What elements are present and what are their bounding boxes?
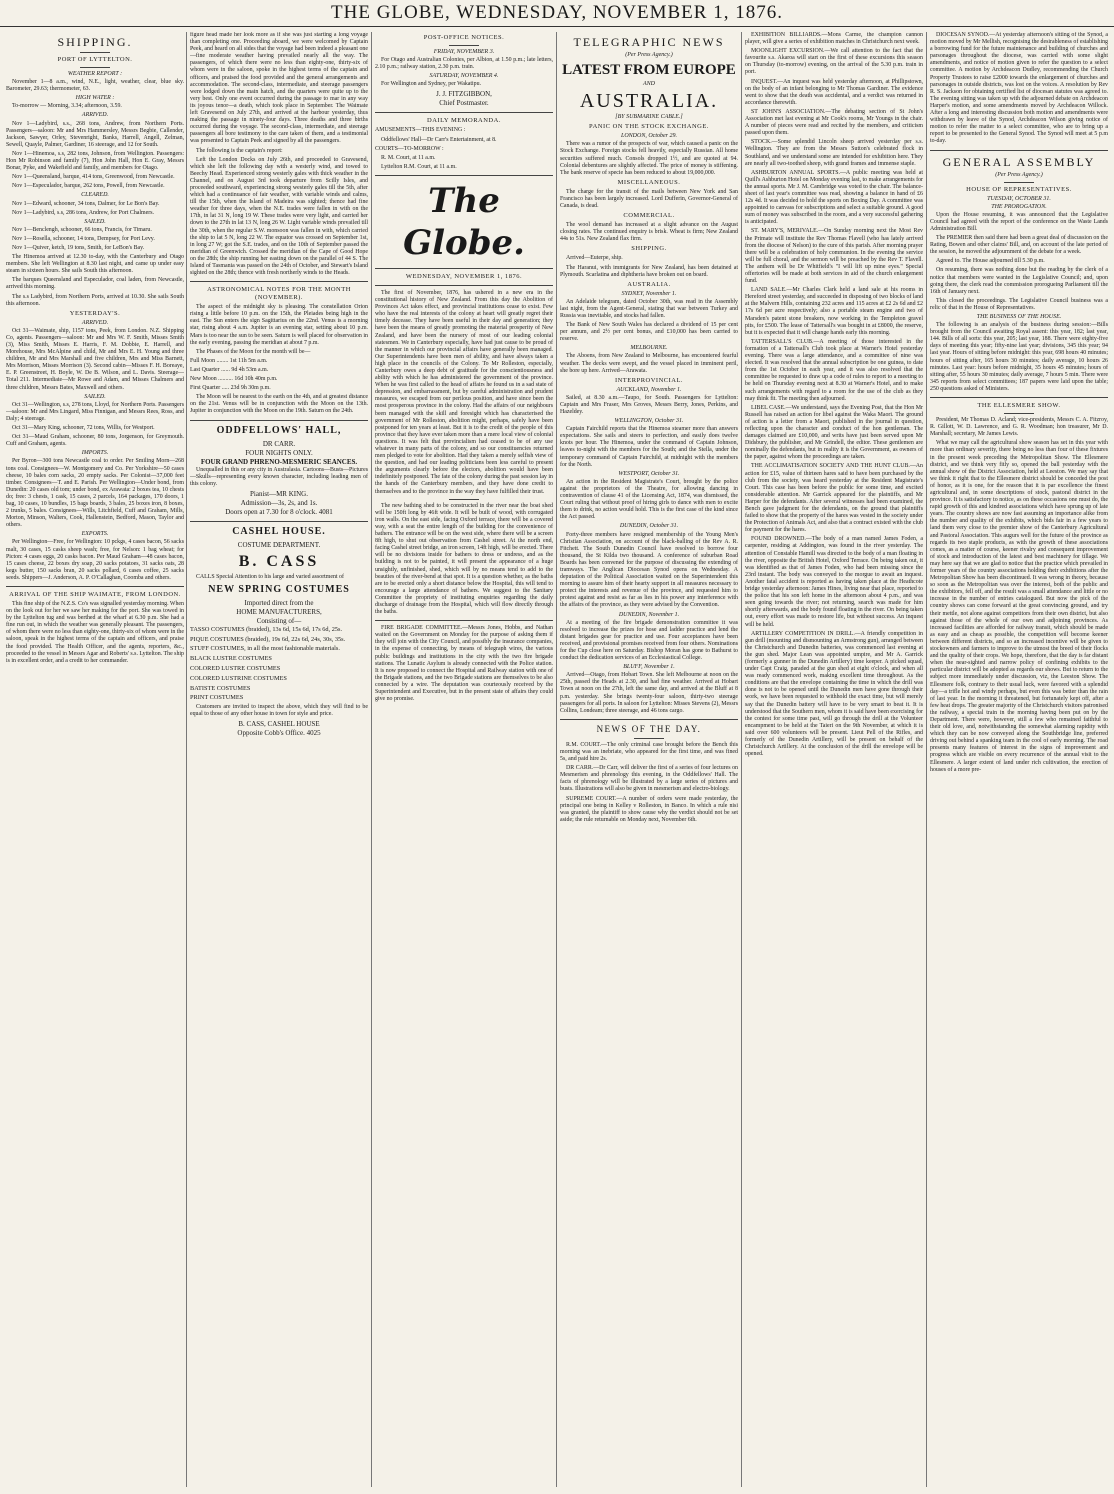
cass-ad-item: TASSO COSTUMES (braided), 13s 6d, 15s 6d, 17s 6d, 25s. bbox=[190, 625, 343, 633]
exports-heading: EXPORTS. bbox=[81, 531, 109, 538]
cass-ad-item: COLORED LUSTRINE COSTUMES bbox=[190, 674, 287, 682]
memo-line: Lyttelton R.M. Court, at 11 a.m. bbox=[381, 163, 457, 170]
divider bbox=[80, 67, 110, 68]
sailed-entry: Nov 1—Rosella, schooner, 14 tons, Dempsey, for Port Levy. bbox=[12, 235, 155, 242]
divider bbox=[449, 499, 479, 500]
cass-ad-line: Imported direct from the bbox=[244, 598, 314, 607]
moon-phase: Last Quarter ...... 9d 4h 53m a.m. bbox=[190, 366, 269, 373]
moon-phase: New Moon .......... 16d 10h 40m p.m. bbox=[190, 376, 278, 383]
memo-line: AMUSEMENTS—THIS EVENING : bbox=[375, 127, 466, 134]
sailed-heading: SAILED. bbox=[84, 393, 106, 400]
divider bbox=[375, 268, 553, 269]
cass-ad-headline: NEW SPRING COSTUMES bbox=[208, 583, 350, 595]
postmaster-name: J. J. FITZGIBBON, bbox=[436, 90, 492, 99]
news-of-day-heading: NEWS OF THE DAY. bbox=[596, 723, 702, 734]
ellesmere-heading: THE ELLESMERE SHOW. bbox=[977, 402, 1061, 410]
arrived-heading: ARRIVED. bbox=[81, 319, 109, 326]
arrival-entry: Nov 1—Ladybird, s.s., 268 tons, Andrew, from Northern Ports. Passengers—saloon: Mr and Mrs Hammersley, Messrs Begbie, Callender, Jackson, Sawyer, Orley, Stevenright, Banks, Harrell, Angell, Zelman, Sewell, Quayle, Palmer, Gardiner, 16 steerage, and 12 for South. bbox=[6, 120, 184, 148]
captain-report-heading: The following is the captain's report: bbox=[196, 147, 283, 154]
shipping-note: The barques Queensland and Especulador, coal laden, from Newcastle, arrived this morning. bbox=[6, 277, 184, 291]
daily-memoranda-heading: DAILY MEMORANDA. bbox=[427, 117, 501, 125]
yesterday-heading: YESTERDAY'S. bbox=[69, 309, 121, 317]
post-office-text: For Wellington and Sydney, per Wakatipu. bbox=[381, 81, 482, 88]
divider bbox=[375, 620, 553, 621]
oddfellows-ad-line: Admission—3s, 2s, and 1s. bbox=[240, 498, 318, 507]
postmaster-title: Chief Postmaster. bbox=[439, 99, 489, 108]
column-1 bbox=[6, 32, 184, 1487]
cass-ad-line: Consisting of— bbox=[256, 616, 302, 625]
cass-ad-item: COLORED LUSTRE COSTUMES bbox=[190, 665, 281, 673]
news-item: ST JOHN'S ASSOCIATION.—The debating section of St John's Association met last evening at Mr Cook's rooms, Mr Youngs in the chair. A number of pieces were read and recited by the members, and criticism passed upon them. bbox=[745, 108, 923, 137]
divider bbox=[375, 112, 553, 113]
dunedin-text: Forty-three members have resigned membership of the Young Men's Christian Association, on account of the black-balling of the Rev A. R. Fitchett. The South Dunedin Council have resolved to borrow four thousand, the St Kilda two thousand. A conference of suburban Road Boards has been convened for the purpose of discussing the extending of tramways. The Anglican Diocesan Synod opens on Wednesday. A deputation of the Political Association waited on the Superintendent this morning to assure him of their hearty support in all measures necessary to protect the interests and revenue of the province, and requested him to protest against and resist as far as lies in his power any interference with the affairs of the province, as they were advised by the Convention. bbox=[560, 531, 738, 609]
post-office-date: FRIDAY, NOVEMBER 3. bbox=[433, 49, 495, 55]
news-item: LIBEL CASE.—We understand, says the Evening Post, that the Hon Mr Russell has raised an action for libel against the Waka Maori. The ground of action is a letter from a Maori, published in the journal in question, reflecting upon the character and conduct of the hon gentleman. The damages claimed are £10,000, and writs have just been served upon Mr Didsbury, the publisher, and Mr Grindell, the editor. These gentlemen are nominally the defendants, but in reality it is the Government, as owners of the paper, against whom the proceedings are taken. bbox=[745, 404, 923, 461]
post-office-date: SATURDAY, NOVEMBER 4. bbox=[429, 73, 499, 80]
wellington-text: Captain Fairchild reports that the Hinemoa steamer more than answers expectations. She sails and steers to perfection, and easily does twelve knots per hour. The Hinemoa, under the command of Captain Johnson, leaves to-night with the members for the South; and the Stella, under the temporary command of Captain Fairchild, at midnight with the members for the North. bbox=[560, 426, 738, 468]
cass-ad-item: STUFF COSTUMES, in all the most fashionable materials. bbox=[190, 645, 340, 653]
divider bbox=[930, 397, 1108, 398]
high-water-text: To-morrow — Morning, 3.34; afternoon, 3.59. bbox=[12, 103, 122, 110]
prorogation-heading: THE PROROGATION. bbox=[991, 203, 1047, 210]
arrival-waimate-heading: ARRIVAL OF THE SHIP WAIMATE, FROM LONDON. bbox=[9, 591, 181, 598]
news-item: EXHIBITION BILLIARDS.—Mons Carme, the champion cannon player, will give a series of exhibition matches in Christchurch next week. bbox=[745, 32, 923, 46]
leader-date: WEDNESDAY, NOVEMBER 1, 1876. bbox=[405, 272, 523, 280]
house-text: The PREMIER then said there had been a great deal of discussion on the Rating, Bowen and other claims' Bill, and, on account of the late period of the session, he moved the adjournment of the debate for a week. bbox=[930, 235, 1108, 256]
column-rule bbox=[371, 32, 372, 1487]
oddfellows-ad-line: FOUR GRAND PHRENO-MESMERIC SEANCES. bbox=[200, 457, 358, 466]
dateline: BLUFF, November 1. bbox=[623, 664, 675, 671]
divider bbox=[1004, 182, 1034, 183]
news-item: SUPREME COURT.—A number of orders were made yesterday, the principal one being in Kelley v Rolleston, in Banco. In which a rule nisi was granted, the plaintiff to show cause why the verdict should not be set aside; the rule returnable on Monday next, November 6th. bbox=[560, 795, 738, 823]
divider bbox=[190, 420, 368, 421]
leader-article: The first of November, 1876, has ushered in a new era in the constitutional history of New Zealand. From this day the Abolition of Provinces Act takes effect, and provincial institutions cease to exist. Few who have the real interests of the colony at heart will greatly regret their timely decease. They have been useful in their day and generation; they have been the means of greatly promoting the material prosperity of New Zealand, and have been the nursery of most of our leading colonial statesmen. We in Canterbury especially, have had just cause to be proud of the manner in which our provincial affairs have generally been managed. Our Superintendents have been men of ability, and have always taken a high place in the councils of the Colony. To Mr Rolleston, especially, Canterbury owes a deep debt of gratitude for the conscientiousness and ability with which he has administered the government of the province. When he was first called to the head of affairs he found us in a sad state of depression, and embarrassment, but by careful administration and prudent measures, we escaped from our perilous position, and have since been the most prosperous province in the colony. Had the affairs of our neighbours been managed with the skill and foresight which has characterised the government of Mr Rolleston, abolition might, perhaps, safely have been postponed for ten years at least. But it is to the credit of the people of this province that they have ever taken more than a mere local view of colonial questions. It was felt that provincialism had ceased to be of any use whatever in many parts of the colony, and so our constituencies returned men pledged to vote for abolition. Had they taken a merely selfish view of the question, and had our leading politicians been less careful to present the arguments clearly before the electors, abolition would have been indefinitely postponed. The fate of the colony during the past session lay in the hands of the Canterbury members, and they have done credit to themselves and to the province in the way they have fulfilled their trust. bbox=[375, 289, 553, 495]
divider bbox=[190, 281, 368, 282]
arrival-entry: Nov 1—Hinemoa, s.s, 282 tons, Johnson, from Wellington. Passengers: Hon Mr Robinson and family (7), Hon John Hall, Hon E. Gray, Messrs Bonar, Pyke, and Wakefield and family, and members for Otago. bbox=[6, 150, 184, 172]
auckland-text: Sailed, at 8.30 a.m.—Taupo, for South. Passengers for Lyttelton: Captain and Mrs Fraser, Mrs Groves, Messrs Berry, Jones, Perkins, and Hazeldey. bbox=[560, 394, 738, 415]
dateline: AUCKLAND, November 1. bbox=[616, 386, 682, 393]
news-item: STOCK.—Some splendid Lincoln sheep arrived yesterday per s.s. Wellington. They are from the Messrs Sutton's celebrated flock in Southland, and we understand some are intended for exhibition here. They are nearly all two-toothed sheep, with grand frames and immense staple. bbox=[745, 139, 923, 167]
news-item: THE ACCLIMATISATION SOCIETY AND THE HUNT CLUB.—An action for £15, value of thirteen hares said to have been purchased by the club from the society, was heard yesterday at the Resident Magistrate's Court. This case has been before the public for some time, and excited considerable attention. Mr Garrick appeared for the plaintiffs, and Mr Harper for the defendants. After several witnesses had been examined, the Bench gave judgment for the defendants, on the ground that plaintiffs failed to show that the property of the hares was vested in the society under the Protection of Animals Act, and also that a contract existed with the club for payment for the hares. bbox=[745, 463, 923, 534]
post-office-text: For Otago and Australian Colonies, per Albion, at 1.50 p.m.; late letters, 2.10 p.m.; railway station, 2.30 p.m. train. bbox=[375, 57, 553, 71]
arrival-entry: Nov 1—Queensland, barque, 414 tons, Greenwood, from Newcastle. bbox=[12, 174, 175, 181]
cleared-heading: CLEARED. bbox=[81, 192, 109, 199]
shipping-heading: SHIPPING. bbox=[631, 245, 667, 253]
column-2 bbox=[190, 32, 368, 1487]
australia-text: The Bank of New South Wales has declared a dividend of 15 per cent per annum, and 2½ per cent bonus, and £10,000 has been carried to reserve. bbox=[560, 322, 738, 343]
imports-heading: IMPORTS. bbox=[81, 450, 109, 457]
fire-brigade-article: FIRE BRIGADE COMMITTEE.—Messrs Jones, Hobbs, and Nathan waited on the Government on Monday for the purpose of asking them if they will join with the City Council, and possibly the insurance companies, in the expense of connecting, by means of telegraph wires, the various public buildings and institutions in the city with the two fire brigade stations. The Lunatic Asylum is already connected with the Police station. It is now proposed to connect the Hospital and Railway station with one of the Brigade stations, and the two Brigade stations are themselves to be also connected by a wire. The deputation was courteously received by the Superintendent and Executive, but in the present state of affairs they could give no promise. bbox=[375, 625, 553, 703]
moon-heading: The Phases of the Moon for the month will be— bbox=[196, 348, 311, 355]
misc-heading: MISCELLANEOUS. bbox=[617, 178, 681, 186]
cleared-entry: Nov 1—Edward, schooner, 34 tons, Dalmer, for Le Bon's Bay. bbox=[12, 200, 160, 207]
house-text: Agreed to. The House adjourned till 5.30 p.m. bbox=[936, 258, 1045, 265]
high-water-heading: HIGH WATER : bbox=[75, 95, 115, 102]
column-3 bbox=[375, 32, 553, 1487]
dateline: MELBOURNE. bbox=[630, 345, 668, 352]
australia-text: An Adelaide telegram, dated October 30th, was read in the Assembly last night, from the Agent-General, stating that war between Turkey and Russia was inevitable, and stocks had fallen. bbox=[560, 298, 738, 319]
cass-ad-text: CALLS Special Attention to his large and varied assortment of bbox=[196, 573, 344, 580]
arrival-entry: Nov 1—Especulador, barque, 262 tons, Powell, from Newcastle. bbox=[12, 183, 165, 190]
divider bbox=[634, 738, 664, 739]
sailed-entry: Nov 1—Quiver, ketch, 19 tons, Smith, for LeBon's Bay. bbox=[12, 244, 145, 251]
cass-ad-text: Customers are invited to inspect the above, which they will find to be equal to those of any other house in town for style and price. bbox=[190, 704, 368, 718]
westport-text: An action in the Resident Magistrate's Court, brought by the police against the proprietors of the Theatre, for allowing dancing in contravention of clause 41 of the Licensing Act, 1874, was dismissed, the Court ruling that without proof of hiring girls to dance with men to excite them to drink, no action would hold. This is the first case of the kind since the Act passed. bbox=[560, 478, 738, 521]
shipping-heading: SHIPPING. bbox=[57, 35, 133, 49]
oddfellows-ad-line: Pianist—MR KING. bbox=[250, 489, 308, 498]
press-agency: (Per Press Agency.) bbox=[625, 52, 673, 58]
divider bbox=[190, 521, 368, 522]
divider bbox=[80, 52, 110, 53]
column-rule bbox=[741, 32, 742, 1487]
divider bbox=[560, 719, 738, 720]
dateline: SYDNEY, November 1. bbox=[621, 290, 677, 297]
news-item: FOUND DROWNED.—The body of a man named James Foden, a carpenter, residing at Addington, was found in the river yesterday. The attention of Constable Hamill was directed to the body of a man floating in the river, opposite the British Hotel, Oxford Terrace. On being taken out, it was identified as that of James Foden, who had been missing since the 23rd instant. The body was conveyed to the morgue to await an inquest. Another fatal accident is reported as having taken place at the Heathcote bridge yesterday afternoon: James Hines, living near that place, reported to the police that his son left home in the afternoon about 4 p.m., and was seen going towards the river; not returning, search was made for him shortly afterwards, and the body found floating in the river. On being taken out, every effort was made to restore life, but without success. An inquest will be held. bbox=[745, 536, 923, 628]
cass-ad-item: PRINT COSTUMES bbox=[190, 694, 244, 702]
business-text: The following is an analysis of the business during session:—Bills brought from the Council awaiting Royal assent: this year, 182; last year, 144. Bills of all sorts: this year, 205; last year, 188. There were eighty-five days of meeting this year; fifty-nine last year; divisions, 345 this year; 94 last year. Hours of sitting before midnight: this year, 698 hours 40 minutes; hours of sitting after, 165 hours 30 minutes; daily average, 10 hours 26 minutes. Last year: hours before midnight, 35 hours 45 minutes; hours of sitting after, 55 hours 30 minutes; daily average, 7 hours 5 min. There were 345 reports from select committees; 187 papers were laid upon the table; 250 questions asked of Ministers. bbox=[930, 322, 1108, 392]
imports-text: Per Byron—300 tons Newcastle coal to order. Per Smiling Morn—268 tons coal. Consignees—W. Montgomery and Co. Per Yorkshire—50 cases cheese, 10 bales corn sacks, 20 empty sacks. Per Colonist—37,000 feet timber. Consignees—T. and E. Parish. Per Wellington—Under bond, from Dunedin: 20 cases old tom; under bond, ex Arawata: 2 boxes tea, 10 chests do; free: 3 chests, 1 cask, 15 cases, 2 parcels, 164 packages, 170 doors, 1 bag, 10 cases, 10 bundles, 15 bags boards, 3 bales, 25 boxes iron, 8 boxes, 2 trunks, 5 bales. Consignees—Wills, Litchfield, Cuff and Graham, Mills, Morton, Minson, Walters, Cook, Hallenstein, Bedford, Mason, Taylor and others. bbox=[6, 458, 184, 529]
memo-line: Oddfellows' Hall—Dr Carr's Entertainment, at 8. bbox=[381, 136, 497, 143]
divider bbox=[1004, 413, 1034, 414]
news-item: DR CARR.—Dr Carr, will deliver the first of a series of four lectures on Mesmerism and phrenology this evening, in the Oddfellows' Hall. The facts of phrenology will be illustrated by a large series of pictures and busts. Illustrations will also be given in mesmerism and electro-biology. bbox=[560, 765, 738, 793]
sailed-heading: SAILED. bbox=[84, 218, 106, 225]
cashel-ad-subtitle: COSTUME DEPARTMENT. bbox=[237, 540, 321, 549]
sailed-entry: Oct 31—Mary King, schooner, 72 tons, Willis, for Westport. bbox=[12, 425, 155, 432]
commercial-heading: COMMERCIAL. bbox=[623, 212, 675, 220]
masthead: THE GLOBE, WEDNESDAY, NOVEMBER 1, 1876. bbox=[0, 0, 1114, 27]
divider bbox=[375, 175, 553, 176]
divider bbox=[375, 285, 553, 286]
cable-note: [BY SUBMARINE CABLE.] bbox=[615, 114, 683, 121]
astronomical-heading: ASTRONOMICAL NOTES FOR THE MONTH (NOVEMBER). bbox=[207, 286, 351, 302]
shipping-note: The Hinemoa arrived at 12.30 to-day, with the Canterbury and Otago members. She left Wellington at 8.30 last night, and came up under easy steam in sixteen hours. She sails South this afternoon. bbox=[6, 254, 184, 275]
moon-phase: Full Moon ........ 1st 11h 5m a.m. bbox=[190, 357, 268, 364]
dateline: TUESDAY, OCTOBER 31. bbox=[987, 195, 1051, 202]
press-agency: (Per Press Agency.) bbox=[995, 171, 1043, 178]
dateline: DUNEDIN, November 1. bbox=[618, 611, 680, 618]
arrival-waimate-text: This fine ship of the N.Z.S. Co's was signalled yesterday morning. When on the look out for her we saw her making for the port. She was towed in by the Lyttelton tug and was berthed at the wharf at 6.30 p.m. She had a fine run out, in which the weather was generally pleasant. The passengers, of whom there were no less than eighty-one, thirty-six of whom were in the saloon, speak in the highest terms of the captain and officers, and praise the food provided. The Health Officer, and the agents, reporters, &c., proceeded to the vessel in Messrs Agar and Roberts' s.s. Lyttelton. The ship is in excellent order, and a credit to her commander. bbox=[6, 601, 184, 664]
interprovincial-heading: INTERPROVINCIAL. bbox=[614, 376, 684, 384]
cass-ad-signature: B. CASS, CASHEL HOUSE bbox=[238, 720, 320, 729]
news-item: R.M. COURT.—The only criminal case brought before the Bench this morning was an inebriate, who appeared for the first time, and was fined 5s, and paid hire 2s. bbox=[560, 741, 738, 763]
cass-ad-address: Opposite Cobb's Office. 4025 bbox=[237, 729, 321, 738]
oddfellows-ad-title: ODDFELLOWS' HALL, bbox=[216, 424, 342, 436]
cass-ad-item: PIQUE COSTUMES (braided), 19s 6d, 22s 6d, 24s, 30s, 35s. bbox=[190, 635, 346, 643]
column-rule bbox=[186, 32, 187, 1487]
column-5 bbox=[745, 32, 923, 1487]
latest-europe-heading: LATEST FROM EUROPE bbox=[562, 62, 736, 79]
column-4 bbox=[560, 32, 738, 1487]
oddfellows-ad-line: Doors open at 7.30 for 8 o'clock. 4081 bbox=[225, 507, 333, 516]
cleared-entry: Nov 1—Ladybird, s.s, 286 tons, Andrew, for Port Chalmers. bbox=[12, 209, 154, 216]
cass-ad-item: BATISTE COSTUMES bbox=[190, 684, 251, 692]
news-item: ARTILLERY COMPETITION IN DRILL.—A friendly competition in gun drill (mounting and dismounting an Armstrong gun), arranged between the Christchurch and Dunedin batteries, was commenced last evening at the gun shed. Major Lean was appointed umpire, and Mr A. Garrick (formerly a gunner in the Dunedin Artillery) time keeper. A picked squad, under Capt Craig, paraded at the gun shed at eight o'clock, and when all was ready commenced work, making excellent time throughout. As the conditions are that the envelope containing the time in which the drill was done is not to be opened until the Dunedin men have gone through their work, we have been requested to withhold the exact time, but will merely say that the Dunedin battery will have to be very smart to beat it. It is understood that the Southern men, whom it is said have been exercising for the contest for some time past, will go through the drill at the Volunteer encampment to be held at the Taieri on the 9th November, at which it is said over 600 volunteers will be present. Lieut Pell of the Rifles, and formerly of the Dunedin Artillery, will be present on behalf of the Christchurch Artillery. At the conclusion of the drill the envelope will be opened. bbox=[745, 630, 923, 758]
dateline: WESTPORT, October 31. bbox=[618, 470, 680, 477]
australia-heading: AUSTRALIA. bbox=[579, 90, 719, 113]
news-item: MOONLIGHT EXCURSION.—We call attention to the fact that the favourite s.s. Akaroa will start on the first of these excursions this season on Thursday (to-morrow) evening, on the arrival of the 5.30 p.m. train in port. bbox=[745, 48, 923, 76]
post-office-heading: POST-OFFICE NOTICES. bbox=[423, 34, 505, 41]
arrival-entry: Oct 31—Waimate, ship, 1157 tons, Peek, from London. N.Z. Shipping Co, agents. Passengers—saloon: Mr and Mrs W. F. Smith, Misses Smith (3), Miss Smith, Misses E. Harris, F. M. Dobbie, E. Harrell, and Morehouse, Mrs McAlpine and child, Mr and Mrs E. H. Young and three children, Mr and Mrs Marshall and five children, Mrs and Miss Barnett, Mrs Morrison, Misses Morrison (3). Second cabin—Misses F. H. Boreaye, E. P. Greenstreet, H. Boyle, W. De B. Wilson, and L. Davis. Steerage—Total 211. Intermediate—Mr Rowe and Adam, and Misses Chalmers and three children, Messrs Bates, Maxwell and others. bbox=[6, 327, 184, 391]
commercial-text: The wool demand has increased at a slight advance on the August closing rates. The continued enquiry is brisk. Wheat is firm; New Zealand 44s to 51s. New Zealand flax firm. bbox=[560, 222, 738, 243]
shipping-text: Arrived—Euterpe, ship. bbox=[566, 255, 623, 262]
telegraphic-heading: TELEGRAPHIC NEWS bbox=[573, 35, 725, 49]
oddfellows-ad-text: Unequalled in this or any city in Australasia. Cartoons—Busts—Pictures—Skulls—representing every known character, including leading men of this colony. bbox=[190, 466, 368, 487]
cashel-ad-title: CASHEL HOUSE. bbox=[232, 525, 326, 537]
shipping-note: The s.s Ladybird, from Northern Ports, arrived at 10.30. She sails South this afternoon. bbox=[6, 293, 184, 307]
captain-report-text: Left the London Docks on July 26th, and proceeded to Gravesend, which she left the following day with a westerly wind, and towed to Beechy Head. Experienced strong westerly gales with thick weather in the Channel, and on August 3rd took departure from Scilly Isles, and proceeded southward, experiencing strong westerly gales till the 5th, after which had a continuance of fair weather, with variable winds and calms, till the 15th, when the Island of Madeira was sighted; thence had fine weather for three days, when the N.E. trades were fallen in with on the 17th, in lat 31 N, long 19 W. These trades were very light, and carried her down to the 27th in lat 13 N, long 26 W. Light variable winds prevailed till the 30th, when the regular S.W. monsoon was fallen in with, which carried the ship to lat 5 N, long 22 W. The equator was crossed on September 1st, in long 27 W; got the S.E. trades, and on the 10th of September passed the meridian of Greenwich. Crossed the meridian of the Cape of Good Hope on the 28th; the ship running her easting down on the parallel of 44 S. The Island of Tasmania was passed on the 24th of October, and Stewart's Island sighted on the 28th; thence with fresh northerly winds to the Heads. bbox=[190, 156, 368, 277]
misc-text: The charge for the transit of the mails between New York and San Francisco has been largely increased. Lord Dufferin, Governor-General of Canada, is dead. bbox=[560, 188, 738, 210]
dateline: DUNEDIN, October 31. bbox=[619, 523, 679, 530]
news-item: ST. MARY'S, MERIVALE.—On Sunday morning next the Most Rev the Primate will institute the Rev Thomas Flavell (who has lately arrived from the diocese of Nelson) to the cure of this parish. After morning prayer there will be a celebration of holy communion. In the evening the service will be full choral, and the sermon will be preached by the Rev T. Flavell. The anthem will be Dr Whitfield's "I will lift up mine eyes." Special offertories will be made at both services in aid of the church enlargement fund. bbox=[745, 228, 923, 285]
ellesmere-text: What we may call the agricultural show season has set in this year with more than ordinary severity, there being no less than four of these fixtures in the present week preceding the Metropolitan Show. The Ellesmere district, and we think very fitly so, opened the ball yesterday with the annual show of the District Association, held at Leeston. We may say that we think it right that to the Ellesmere district should be conceded the post of honor, as it is one, for the reason that it is par excellence the finest agricultural and, in some descriptions of stock, pastoral district in the province. It is satisfactory to notice, as on these occasions one must do, the rapid growth of this and kindred associations which have sprung up of late years. The country shows are now fast assuming an importance alike from the number and quality of the exhibits, which bids fair in a few years to land them very close to the premier show of the Canterbury Agricultural and Pastoral Association. This augurs well for the future of the province as regards its two staple products, as with the growth of these associations comes, as a matter of course, keener rivalry and consequent improvement of stock and introduction of the latest and best machinery for tillage. We may here say that we are glad to notice that the practice which prevailed in former years of the country associations holding their exhibitions after the Metropolitan Show has been discontinued. It was wrong in theory, because so soon as the Metropolitan was over the interest, both of the public and the exhibitors, fell off, and the result was a small attendance and little or no increase in the number of entries catalogued. But now the pick of the country shows can come forward at the great convincing ground, and try their mettle, not alone against competitors from their own district, but also against those of the whole of our own and adjoining provinces. As increased facilities are afforded for railway transit, which should be made as easy and as cheap as possible, the competition will become keener between different districts, and so an increased incentive will be given to stockowners and farmers to improve to the utmost the breed of their flocks and the quality of their crops. We hope, therefore, that the day is far distant when the near-sighted and narrow policy of confining exhibits to the particular district will be adopted as regards our shows. But to return to the subject more immediately under discussion, viz, the Leeston Show. The Ellesmere folk, contrary to their usual luck, were favored with a splendid day—a trifle hot and windy perhaps, but even this was better than the rain of last year. In the morning it threatened, but fortunately kept off, after a few heat drops. The greater majority of the Christchurch visitors patronised the railway, a special train in the morning having been put on by the Department. There were, however, still a few who remained faithful to their old love, and, notwithstanding the somewhat alarming rapidity with which they can be now conveyed along the Southbridge line, preferred driving out behind a spanking team in the cool of early morning. The road presents many features of interest in the signs of improvement and progress which are visible on every recurrence of the annual visit to the Ellesmere. A larger extent of land under rich cultivation, the erection of houses of a more pre- bbox=[930, 440, 1108, 773]
melbourne-text: The Aboens, from New Zealand to Melbourne, has encountered fearful weather. The decks were swept, and the vessel placed in imminent peril, she bore up here. Arrived—Arawata. bbox=[560, 353, 738, 374]
memo-line: COURTS—TO-MORROW : bbox=[375, 145, 444, 152]
shipping-text: The Haranui, with immigrants for New Zealand, has been detained at Plymouth. Scarlatina and diphtheria have broken out on board. bbox=[560, 264, 738, 278]
column-rule bbox=[556, 32, 557, 1487]
cass-ad-name: B. CASS bbox=[238, 552, 320, 570]
house-text: Upon the House resuming, it was announced that the Legislative Council had agreed with the report of the conference on the Waste Lands Administration Bill. bbox=[930, 211, 1108, 232]
column-6 bbox=[930, 32, 1108, 1487]
oddfellows-ad-line: FOUR NIGHTS ONLY. bbox=[245, 448, 313, 457]
and-word: AND bbox=[643, 81, 655, 88]
synod-text: DIOCESAN SYNOD.—At yesterday afternoon's sitting of the Synod, a motion moved by Mr Mellish, recognising the desirableness of establishing a borrowing fund for the future maintenance and building of churches and parsonages throughout the diocese, was carried with some slight amendments, and notice of motion given to refer the question to a select committee. A motion by Archdeacon Dudley, recommending the Church Property Trustees to raise £2000 towards the enlargement of churches and parsonages in outside districts, was lost on the voices. A resolution by Rev R. S. Jackson for obtaining certified list of diocesan statutes was agreed to. The evening sitting was taken up with the adjourned debate on Archdeacon Harper's motion, and some amendments moved by Archdeacon Willock. After a long and interesting discussion both motion and amendments were withdrawn by leave of the Synod, Archdeacon Wilson giving notice of motion to refer the matter to a select committee, who are to bring up a report to be presented to the General Synod. The Synod will meet at 5 p.m to-day. bbox=[930, 32, 1108, 145]
news-item: TATTERSALL'S CLUB.—A meeting of those interested in the formation of a Tattersall's Club took place at Warner's Hotel yesterday evening. There was a large attendance, and a committee of nine was elected. It was resolved that the annual subscription be one guinea, to date from the 1st October in each year, and it was also resolved that the committee be requested to draw up a code of rules to report to a meeting to be held on Thursday evening next at 8.30 at Warner's Hotel, and to make such arrangements with regard to a room for the use of the club as they may think fit. The meeting then adjourned. bbox=[745, 338, 923, 402]
panic-text: There was a rumor of the prospects of war, which caused a panic on the Stock Exchange. Foreign stocks fell heavily, especially Russian. All home securities suffered much. Consols dropped 1½, and are quoted at 94. Colonial debentures are slightly affected. The price of money is stiffening. The bank reserve of specie has been reduced to about 19,000,000. bbox=[560, 141, 738, 176]
panic-heading: PANIC ON THE STOCK EXCHANGE. bbox=[589, 123, 709, 131]
sailed-entry: Oct 31—Maud Graham, schooner, 80 tons, Jorgenson, for Greymouth. Cuff and Graham, agents. bbox=[6, 434, 184, 448]
oddfellows-ad-line: DR CARR. bbox=[262, 439, 296, 448]
news-item: INQUEST.—An inquest was held yesterday afternoon, at Phillipstown, on the body of an infant belonging to Mr Thomas Gardiner. The evidence went to show that the death was accidental, and a verdict was returned in accordance therewith. bbox=[745, 78, 923, 106]
ellesmere-text: President, Mr Thomas D. Acland; vice-presidents, Messrs C. A. Fitzroy, R. Gillott, W. D. Lawrence, and G. R. Woodman; hon treasurer, Mr D. Marshall; secretary, Mr James Lewis. bbox=[930, 417, 1108, 438]
port-heading: PORT OF LYTTELTON. bbox=[57, 56, 133, 63]
dunedin-text: At a meeting of the fire brigade demonstration committee it was resolved to increase the prizes for hose and ladder practice and lend the distant brigades gear for practice and use. Four acceptances have been received, and provisional promises received from four others. Nominations for the Cup close here on Saturday. Bishop Moran has gone to Bathurst to conduct the dedication services of an Ecclesiastical College. bbox=[560, 619, 738, 662]
sailed-entry: Nov 1—Benclengh, schooner, 66 tons, Francis, for Timaru. bbox=[12, 226, 152, 233]
memo-line: R. M. Court, at 11 a.m. bbox=[381, 154, 436, 161]
astronomical-text: The aspect of the midnight sky is pleasing. The constellation Orion rising a little before 10 p.m. on the 15th, the Pleiades being high in the east. The Sun enters the sign Sagittarius on the 22nd. Venus is a morning star, rising about 4 a.m. Jupiter is an evening star, setting about 10 p.m. Mars is too near the sun to be seen. Saturn is well placed for observation in the early evening, passing the meridian at about 7 p.m. bbox=[190, 304, 368, 346]
weather-report: November 1—8 a.m., wind, N.E., light, weather, clear, blue sky. Barometer, 29.63; thermometer, 63. bbox=[6, 79, 184, 93]
cass-ad-item: BLACK LUSTRE COSTUMES bbox=[190, 655, 272, 663]
business-heading: THE BUSINESS OF THE HOUSE. bbox=[976, 314, 1062, 320]
dateline: WELLINGTON, October 31. bbox=[614, 418, 684, 425]
news-item: ASHBURTON ANNUAL SPORTS.—A public meeting was held at Quill's Ashburton Hotel on Monday evening last, to make arrangements for the annual sports. Mr J. M. Cambridge was voted to the chair. The balance-sheet of last year's committee was read, showing a balance in hand of £6 12s 4d. It was decided to hold the sports on Boxing Day. A committee was appointed to canvass for subscriptions and select a suitable ground. A good sum of money was subscribed in the room, and a very successful gathering is anticipated. bbox=[745, 169, 923, 226]
weather-heading: WEATHER REPORT : bbox=[67, 71, 123, 77]
leader-article: The new bathing shed to be constructed in the river near the boat shed will be 150ft long by 46ft wide. It will be built of wood, with corrugated iron walls. On the east side, facing Oxford terrace, there will be a covered way, with a seat the entire length of the building for the convenience of bathers. The entrance will be on the west side, where there will be a screen 8ft high, to shut out observation from Cashel street. At the north end, facing Cashel street bridge, an iron screen, 14ft high, will be erected. There will be no divisions inside for bathers to dress or undress, and as the building is not to be painted, it will present the appearance of a huge unsightly, unfinished, shed, which will by no means tend to add to the beauties of the river-bend at that spot. It is a question whether, as the baths are to be erected only a short distance below the Hospital, this will tend to encourage a large attendance of bathers. We suggest to the Sanitary Committee the propriety of instituting enquiries regarding the daily discharge of drainage from the Hospital, which will flow directly through the baths. bbox=[375, 502, 553, 616]
newspaper-title: The Globe. bbox=[403, 180, 525, 263]
cass-ad-line: HOME MANUFACTURERS, bbox=[236, 607, 322, 616]
exports-text: Per Wellington—Free, for Wellington: 10 pckgs, 4 cases bacon, 56 sacks malt, 30 cases, 15 casks sheep wash; free, for Nelson: 1 bag wheat; for Picton: 4 cases eggs, 20 casks bacon. Per Maud Graham—48 cases bacon, 15 cases cheese, 22 boxes dry soap, 20 sacks potatoes, 31 sacks oats, 28 kegs butter, 150 sacks bran, 20 sacks pollard, 6 cases coffee, 25 sacks seeds. Shippers—J. Anderson, A. P. O'Callaghan, Coomba and others. bbox=[6, 539, 184, 581]
voyage-text: figure head made her look more as if she was just starting a long voyage than completing one. Proceeding aboard, we were welcomed by Captain Peek, and heard on all sides that the voyage had been indeed a pleasant one—fine moderate weather having prevailed nearly all the way. The passengers, of which there were no less than eighty-one, thirty-six of whom were in the saloon, spoke in the highest terms of the captain and officers, and praised the food provided and the general arrangements and accommodation. The second-class, intermediate, and steerage passengers were lodged down the main hatch, and the quarters were quite up to the very best. Only one event occurred during the passage to mar in any way its joyous tenor—a death, which took place in September. The Waimate left Gravesend on July 27th, and arrived at the harbour yesterday, thus making the passage in ninety-four days. Three deaths and three births occurred during the voyage. The second-class, intermediate, and steerage passengers all bore testimony to the care taken of them, and a testimonial was presented to Captain Peek and signed by all the passengers. bbox=[190, 32, 368, 145]
divider bbox=[6, 586, 184, 587]
house-heading: HOUSE OF REPRESENTATIVES. bbox=[966, 185, 1072, 193]
dateline: LONDON, October 29. bbox=[620, 133, 677, 140]
house-text: On resuming, there was nothing done but the reading by the clerk of a notice that members were wanted in the Legislative Council; and, upon going there, the clerk read the commission prorogueing Parliament till the 16th of January next. bbox=[930, 267, 1108, 295]
divider bbox=[449, 45, 479, 46]
house-text: This closed the proceedings. The Legislative Council business was a relic of that in the House of Representatives. bbox=[930, 297, 1108, 311]
moon-notes: The Moon will be nearest to the earth on the 4th, and at greatest distance on the 21st. Venus will be in conjunction with the Moon on the 13th. Jupiter in conjunction with the Moon on the 19th. Saturn on the 24th. bbox=[190, 394, 368, 415]
general-assembly-heading: GENERAL ASSEMBLY bbox=[942, 154, 1096, 169]
australia-subheading: AUSTRALIA. bbox=[627, 280, 671, 288]
column-rule bbox=[926, 32, 927, 1487]
divider bbox=[930, 150, 1108, 151]
sailed-entry: Oct 31—Wellington, s.s, 278 tons, Lloyd, for Northern Ports. Passengers—saloon: Mr and Mrs Lingard, Miss Finnigan, and Messrs Rees, Ross, and Daly; 4 steerage. bbox=[6, 401, 184, 422]
news-item: LAND SALE.—Mr Charles Clark held a land sale at his rooms in Hereford street yesterday, and succeeded in disposing of two blocks of land at the Malvern Hills, containing 232 acres and 115 acres at £2 2s 6d and £2 17s 6d per acre respectively; also a portable steam engine and two of Marsden's patent stone breakers, now working in the Templeton gravel pits, for £500. The lease of Tattersall's was bought in at £8000, the reserve, but it is expected that it will change hands early this morning. bbox=[745, 287, 923, 336]
arrived-heading: ARRIVED. bbox=[81, 112, 109, 119]
bluff-text: Arrived—Otago, from Hobart Town. She left Melbourne at noon on the 25th, passed the Heads at 2.30, and had fine weather. Arrived at Hobart Town at noon on the 27th, left the same day, and arrived at the Bluff at 8 p.m. yesterday. She brings twenty-four saloon, thirty-two steerage passengers for all ports. In saloon for Lyttelton: Misses Stevens (2), Messrs Collins, Londeam; three steerage, and 46 tons cargo. bbox=[560, 672, 738, 714]
moon-phase: First Quarter ..... 23d 9h 30m p.m. bbox=[190, 385, 271, 392]
